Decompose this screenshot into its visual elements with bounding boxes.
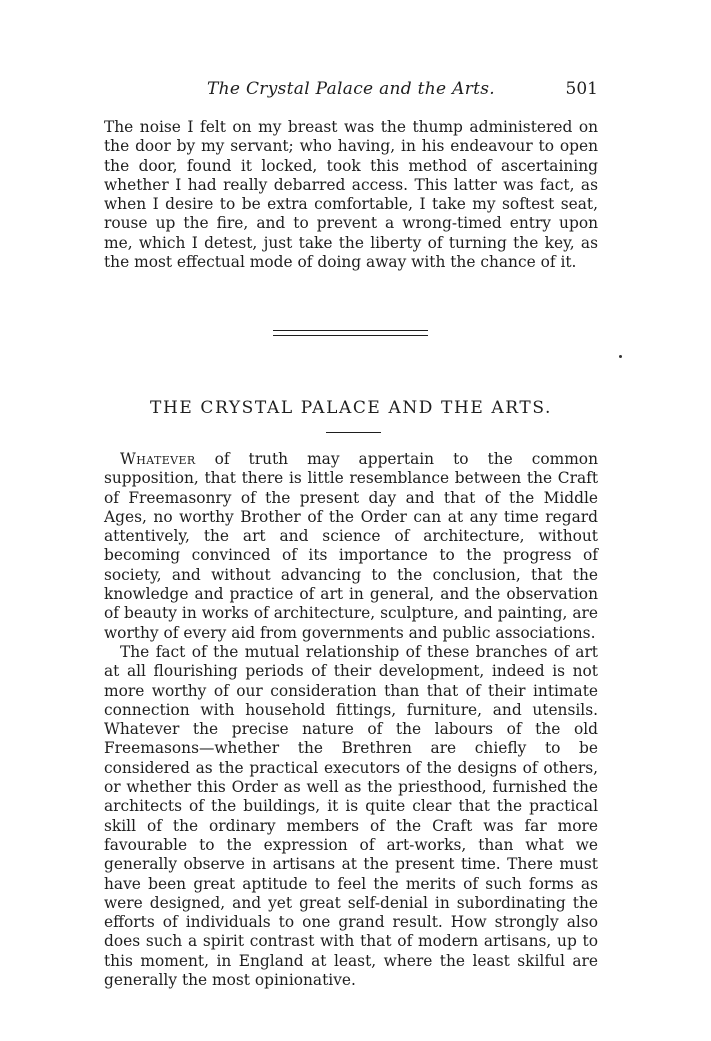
ink-speck	[619, 355, 622, 358]
article-body	[104, 450, 598, 990]
running-title: The Crystal Palace and the Arts.	[207, 79, 495, 99]
continuation-text	[104, 118, 598, 272]
article-title: THE CRYSTAL PALACE AND THE ARTS.	[150, 398, 552, 418]
page-number: 501	[565, 79, 598, 99]
title-rule	[326, 432, 381, 433]
lead-word: Whatever	[120, 450, 196, 468]
article-paragraph-2: The fact of the mutual relationship of these branches of art at all flourishing periods of their development, indeed is not more worthy of our consideration than that of their intimate connection with household fittings, furniture, and utensils. Whatever the precise nature of the labours of the old Freemasons—whether the Brethren are chiefly to be considered as the practical executors of the designs of others, or whether this Order as well as the priesthood, furnished the architects of the buildings, it is quite clear that the practical skill of the ordinary members of the Craft was far more favourable to the expression of art-works, than what we generally observe in artisans at the present time. There must have been great aptitude to feel the merits of such forms as were designed, and yet great self-denial in subordinating the efforts of individuals to one grand result. How strongly also does such a spirit contrast with that of modern artisans, up to this moment, in England at least, where the least skilful are generally the most opinionative.	[104, 642, 598, 990]
continuation-paragraph: The noise I felt on my breast was the thump administered on the door by my servant; who having, in his endeavour to open the door, found it locked, took this method of ascertaining whether I had really debarred access. This latter was fact, as when I desire to be extra comfortable, I take my softest seat, rouse up the fire, and to prevent a wrong-timed entry upon me, which I detest, just take the liberty of turning the key, as the most effectual mode of doing away with the chance of it.	[104, 118, 598, 272]
article-paragraph-1	[104, 450, 598, 643]
running-head	[104, 79, 598, 101]
section-divider	[273, 330, 428, 336]
paragraph-1-text: of truth may appertain to the common supposition, that there is little resemblance between the Craft of Freemasonry of the present day and that of the Middle Ages, no worthy Brother of the Order can at any time regard attentively, the art and science of architecture, without becoming convinced of its importance to the progress of society, and without advancing to the conclusion, that the knowledge and practice of art in general, and the observation of beauty in works of architecture, sculpture, and painting, are worthy of every aid from governments and public associations.	[104, 450, 598, 642]
